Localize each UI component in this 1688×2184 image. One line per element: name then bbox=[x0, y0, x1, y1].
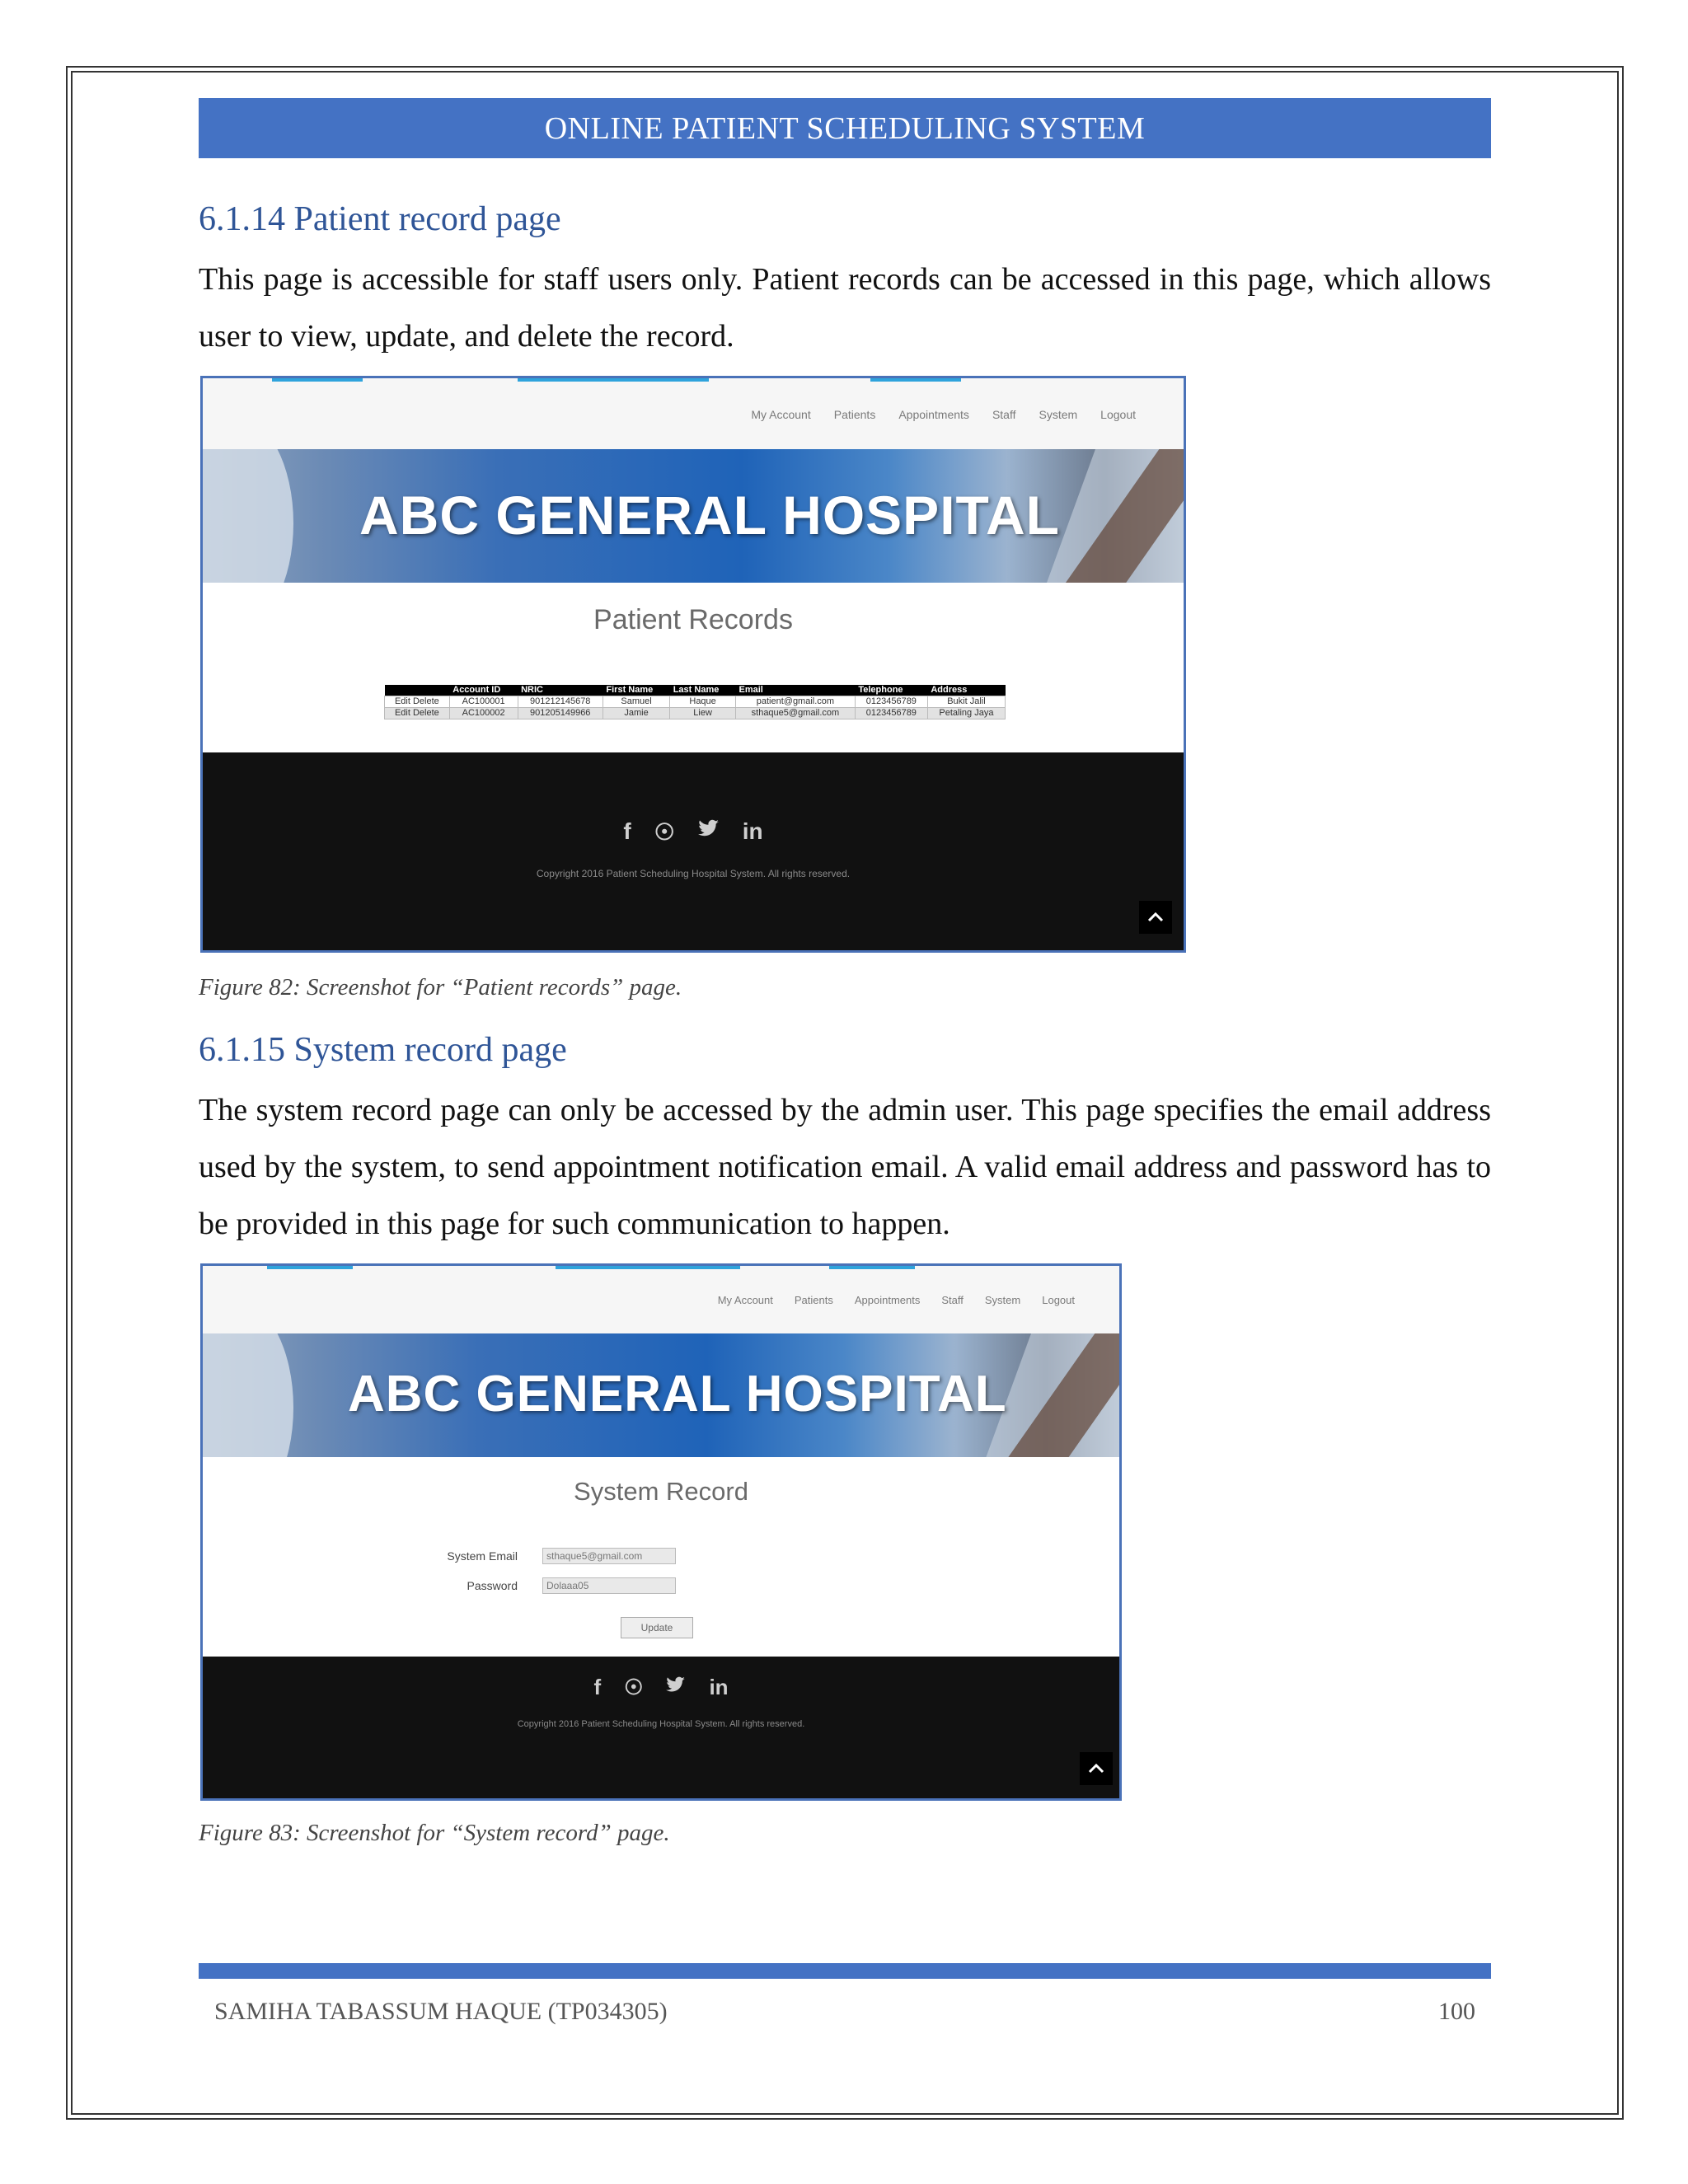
table-header: Address bbox=[927, 685, 1005, 696]
cell-address: Bukit Jalil bbox=[927, 696, 1005, 708]
figure-caption-82: Figure 82: Screenshot for “Patient records” page. bbox=[199, 974, 682, 1001]
dribbble-icon[interactable]: ☉ bbox=[624, 1675, 644, 1699]
table-header-row bbox=[385, 685, 1006, 696]
screenshot-patient-records bbox=[200, 376, 1186, 953]
linkedin-icon[interactable]: in bbox=[742, 818, 763, 844]
linkedin-icon[interactable]: in bbox=[709, 1675, 729, 1699]
row-actions[interactable]: Edit Delete bbox=[385, 696, 450, 708]
nav-system[interactable]: System bbox=[1039, 408, 1078, 421]
nav-appointments[interactable]: Appointments bbox=[898, 408, 969, 421]
social-links bbox=[203, 1675, 1119, 1700]
table-row bbox=[385, 708, 1006, 719]
nav-logout[interactable]: Logout bbox=[1100, 408, 1136, 421]
update-button[interactable]: Update bbox=[621, 1617, 693, 1638]
row-actions[interactable]: Edit Delete bbox=[385, 708, 450, 719]
cell-email: patient@gmail.com bbox=[735, 696, 855, 708]
hero-banner bbox=[203, 1333, 1119, 1457]
system-email-label: System Email bbox=[447, 1549, 518, 1563]
cell-nric: 901212145678 bbox=[518, 696, 603, 708]
nav-patients[interactable]: Patients bbox=[794, 1294, 833, 1306]
facebook-icon[interactable]: f bbox=[593, 1675, 602, 1699]
scroll-top-button[interactable] bbox=[1080, 1752, 1113, 1785]
table-header: First Name bbox=[603, 685, 669, 696]
section-paragraph-system-record: The system record page can only be accessed by the admin user. This page specifies the email address used by the system, to send appointment notification email. A valid email address and password has to be provided in this page for such communication to happen. bbox=[199, 1093, 1491, 1241]
site-nav bbox=[718, 1294, 1075, 1306]
scroll-top-button[interactable] bbox=[1139, 901, 1172, 934]
password-label: Password bbox=[467, 1579, 518, 1592]
section-heading-system-record: 6.1.15 System record page bbox=[199, 1031, 567, 1069]
cell-first-name: Samuel bbox=[603, 696, 669, 708]
cell-last-name: Haque bbox=[670, 696, 736, 708]
copyright-text: Copyright 2016 Patient Scheduling Hospital System. All rights reserved. bbox=[517, 1719, 805, 1729]
nav-logout[interactable]: Logout bbox=[1042, 1294, 1075, 1306]
cell-telephone: 0123456789 bbox=[855, 708, 927, 719]
document-header: ONLINE PATIENT SCHEDULING SYSTEM bbox=[199, 98, 1491, 158]
figure-caption-83: Figure 83: Screenshot for “System record” page. bbox=[199, 1820, 670, 1846]
password-row bbox=[427, 1577, 676, 1594]
cell-first-name: Jamie bbox=[603, 708, 669, 719]
nav-patients[interactable]: Patients bbox=[833, 408, 876, 421]
system-email-input[interactable]: sthaque5@gmail.com bbox=[542, 1548, 676, 1564]
page-title: System Record bbox=[574, 1477, 748, 1506]
nav-appointments[interactable]: Appointments bbox=[854, 1294, 921, 1306]
twitter-icon[interactable] bbox=[666, 1675, 686, 1700]
footer-author: SAMIHA TABASSUM HAQUE (TP034305) bbox=[214, 1998, 668, 2025]
nav-system[interactable]: System bbox=[984, 1294, 1021, 1306]
chevron-up-icon bbox=[1147, 912, 1164, 922]
screenshot-system-record bbox=[200, 1263, 1122, 1801]
system-email-row bbox=[427, 1548, 676, 1564]
nav-my-account[interactable]: My Account bbox=[751, 408, 811, 421]
site-topbar bbox=[203, 378, 1184, 449]
social-links bbox=[203, 818, 1184, 846]
hero-title: ABC GENERAL HOSPITAL bbox=[348, 1366, 1007, 1422]
page-number: 100 bbox=[1438, 1998, 1475, 2025]
table-header bbox=[385, 685, 450, 696]
dribbble-icon[interactable]: ☉ bbox=[654, 819, 675, 845]
document-footer-bar bbox=[199, 1963, 1491, 1979]
site-footer bbox=[203, 752, 1184, 950]
nav-my-account[interactable]: My Account bbox=[717, 1294, 773, 1306]
chevron-up-icon bbox=[1088, 1764, 1104, 1774]
cell-account-id: AC100001 bbox=[449, 696, 518, 708]
site-footer bbox=[203, 1657, 1119, 1798]
nav-staff[interactable]: Staff bbox=[941, 1294, 964, 1306]
site-nav bbox=[751, 408, 1136, 421]
site-topbar bbox=[203, 1266, 1119, 1333]
table-header: Telephone bbox=[855, 685, 927, 696]
copyright-text: Copyright 2016 Patient Scheduling Hospital System. All rights reserved. bbox=[536, 868, 851, 879]
table-row bbox=[385, 696, 1006, 708]
cell-email: sthaque5@gmail.com bbox=[735, 708, 855, 719]
twitter-icon[interactable] bbox=[698, 818, 720, 846]
nav-staff[interactable]: Staff bbox=[992, 408, 1016, 421]
patient-records-table bbox=[384, 685, 1006, 719]
page-title: Patient Records bbox=[593, 604, 793, 635]
hero-banner bbox=[203, 449, 1184, 583]
table-header: NRIC bbox=[518, 685, 603, 696]
facebook-icon[interactable]: f bbox=[623, 818, 631, 844]
password-input[interactable]: Dolaaa05 bbox=[542, 1577, 676, 1594]
cell-account-id: AC100002 bbox=[449, 708, 518, 719]
section-heading-patient-record: 6.1.14 Patient record page bbox=[199, 200, 561, 238]
cell-address: Petaling Jaya bbox=[927, 708, 1005, 719]
table-header: Email bbox=[735, 685, 855, 696]
section-paragraph-patient-record: This page is accessible for staff users only. Patient records can be accessed in this page, which allows user to view, update, and delete the record. bbox=[199, 262, 1491, 354]
cell-last-name: Liew bbox=[670, 708, 736, 719]
cell-telephone: 0123456789 bbox=[855, 696, 927, 708]
hero-title: ABC GENERAL HOSPITAL bbox=[359, 485, 1060, 546]
table-header: Account ID bbox=[449, 685, 518, 696]
cell-nric: 901205149966 bbox=[518, 708, 603, 719]
table-header: Last Name bbox=[670, 685, 736, 696]
